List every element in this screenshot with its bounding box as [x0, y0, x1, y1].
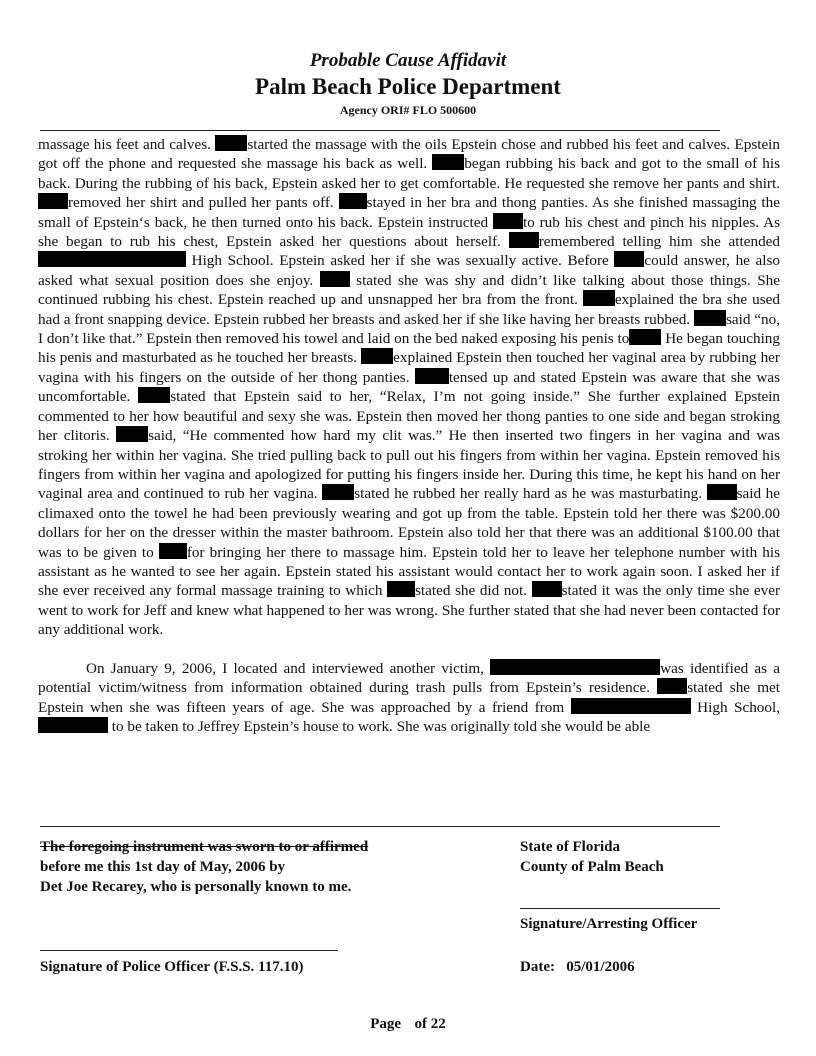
document-title: Probable Cause Affidavit [309, 50, 507, 71]
county-label: County of Palm Beach [520, 859, 664, 875]
redaction [415, 368, 449, 384]
jurisdiction [520, 837, 664, 877]
redaction [38, 251, 186, 267]
redaction [320, 271, 350, 287]
sworn-line-3: Det Joe Recarey, who is personally known to me. [40, 879, 352, 895]
redaction [571, 698, 691, 714]
redaction [432, 154, 464, 170]
header-rule [40, 130, 720, 131]
redaction [490, 659, 660, 675]
redaction [707, 484, 737, 500]
redaction [493, 213, 523, 229]
redaction [339, 193, 367, 209]
redaction [159, 543, 187, 559]
redaction [322, 484, 354, 500]
footer-rule [40, 826, 720, 827]
arresting-signature-line [520, 908, 720, 909]
redaction [215, 135, 247, 151]
signature-police-officer: Signature of Police Officer (F.S.S. 117.10) [40, 959, 304, 975]
redaction [361, 348, 393, 364]
department-name: Palm Beach Police Department [255, 74, 561, 99]
sworn-line-1: The foregoing instrument was sworn to or affirmed [40, 839, 369, 855]
affidavit-body [38, 135, 780, 737]
police-signature-line [40, 950, 338, 951]
sworn-statement [40, 837, 480, 897]
redaction [38, 717, 108, 733]
page-total: of 22 [414, 1016, 446, 1032]
redaction [387, 581, 415, 597]
page-number [0, 1016, 816, 1033]
state-label: State of Florida [520, 839, 620, 855]
sworn-line-2: before me this 1st day of May, 2006 by [40, 859, 286, 875]
redaction [614, 251, 644, 267]
redaction [629, 329, 661, 345]
signature-arresting-officer: Signature/Arresting Officer [520, 916, 698, 932]
narrative-paragraph: massage his feet and calves. started the massage with the oils Epstein chose and rubbed his feet and calves. Epstein got off the phone and requested she massage his back as well. began rubbing his back and got to the small of his back. During the rubbing of his back, Epstein asked her to get comfortable. He requested she remove her pants and shirt. removed her shirt and pulled her pants off. stayed in her bra and thong panties. As she finished massaging the small of Epstein‘s back, he then turned onto his back. Epstein instructed to rub his chest and pinch his nipples. As she began to rub his chest, Epstein asked her questions about herself. remembered telling him she attended High School. Epstein asked her if she was sexually active. Before could answer, he also asked what sexual position does she enjoy. stated she was shy and didn’t like talking about those things. She continued rubbing his chest. Epstein reached up and unsnapped her bra from the front. explained the bra she used had a front snapping device. Epstein rubbed her breasts and asked her if she like having her breasts rubbed. said “no, I don’t like that.” Epstein then removed his towel and laid on the bed naked exposing his penis to He began touching his penis and masturbated as he touched her breasts. explained Epstein then touched her vaginal area by rubbing her vagina with his fingers on the outside of her thong panties. tensed up and stated Epstein was aware that she was uncomfortable. stated that Epstein said to her, “Relax, I’m not going inside.” She further explained Epstein commented to her how beautiful and sexy she was. Epstein then moved her thong panties to one side and began stroking her clitoris. said, “He commented how hard my clit was.” He then inserted two fingers in her vagina and was stroking her within her vagina. She tried pulling back to pull out his fingers from within her vagina. Epstein removed his fingers from within her vagina and apologized for putting his fingers inside her. During this time, he kept his hand on her vaginal area and continued to rub her vagina. stated he rubbed her really hard as he was masturbating. said he climaxed onto the towel he had been previously wearing and got up from the table. Epstein told her there was $200.00 dollars for her on the dresser within the master bathroom. Epstein also told her that there was an additional $100.00 that was to be given to for bringing her there to massage him. Epstein told her to leave her telephone number with his assistant as he wanted to see her again. Epstein stated his assistant would contact her to work again soon. I asked her if she ever received any formal massage training to which stated she did not. stated it was the only time she ever went to work for Jeff and knew what happened to her was wrong. She further stated that she had never been contacted for any additional work. [38, 136, 781, 639]
redaction [657, 678, 687, 694]
agency-ori: Agency ORI# FLO 500600 [339, 103, 477, 117]
redaction [38, 193, 68, 209]
narrative-paragraph: On January 9, 2006, I located and interviewed another victim, was identified as a potential victim/witness from information obtained during trash pulls from Epstein’s residence. stated she met Epstein when she was fifteen years of age. She was approached by a friend from High School, to be taken to Jeffrey Epstein’s house to work. She was originally told she would be able [38, 659, 780, 736]
redaction [116, 426, 148, 442]
page-label: Page [370, 1016, 402, 1032]
date-value: 05/01/2006 [566, 959, 635, 975]
redaction [138, 387, 170, 403]
redaction [509, 232, 539, 248]
redaction [694, 310, 726, 326]
date-label: Date: [520, 959, 555, 975]
redaction [583, 290, 615, 306]
date-field [520, 957, 635, 977]
redaction [532, 581, 562, 597]
